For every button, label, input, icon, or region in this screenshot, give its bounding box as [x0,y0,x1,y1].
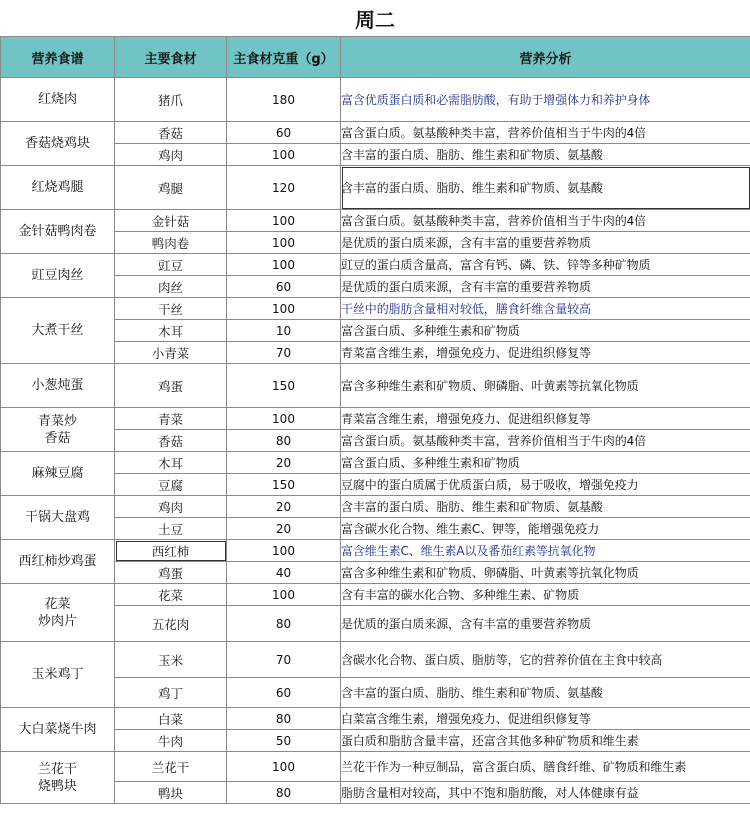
grams-cell[interactable]: 70 [227,342,341,364]
ingredient-cell[interactable]: 花菜 [115,584,227,606]
dish-name-cell[interactable]: 青菜炒 香菇 [1,408,115,452]
grams-cell[interactable]: 100 [227,752,341,782]
menu-table [0,36,750,804]
table-row [1,364,750,408]
grams-cell[interactable]: 60 [227,276,341,298]
ingredient-cell[interactable]: 鸭肉卷 [115,232,227,254]
table-row [1,210,750,232]
dish-name-cell[interactable]: 玉米鸡丁 [1,642,115,708]
ingredient-cell[interactable]: 猪爪 [115,78,227,122]
grams-cell[interactable]: 100 [227,408,341,430]
ingredient-cell[interactable]: 鸡蛋 [115,364,227,408]
analysis-cell[interactable]: 富含多种维生素和矿物质、卵磷脂、叶黄素等抗氧化物质 [341,562,750,584]
ingredient-cell[interactable]: 干丝 [115,298,227,320]
table-row [1,254,750,276]
grams-cell[interactable]: 80 [227,708,341,730]
table-row [1,78,750,122]
ingredient-cell[interactable]: 肉丝 [115,276,227,298]
grams-cell[interactable]: 60 [227,678,341,708]
grams-cell[interactable]: 150 [227,474,341,496]
dish-name-cell[interactable]: 大白菜烧牛肉 [1,708,115,752]
analysis-cell[interactable]: 富含蛋白质。氨基酸种类丰富，营养价值相当于牛肉的4倍 [341,122,750,144]
dish-name-cell[interactable]: 金针菇鸭肉卷 [1,210,115,254]
ingredient-cell[interactable]: 鸭块 [115,782,227,804]
analysis-cell[interactable]: 富含蛋白质、多种维生素和矿物质 [341,320,750,342]
table-row [1,496,750,518]
grams-cell[interactable]: 80 [227,606,341,642]
dish-name-cell[interactable]: 花菜 炒肉片 [1,584,115,642]
grams-cell[interactable]: 100 [227,254,341,276]
ingredient-cell[interactable]: 金针菇 [115,210,227,232]
ingredient-cell[interactable]: 兰花干 [115,752,227,782]
ingredient-cell[interactable]: 木耳 [115,320,227,342]
grams-cell[interactable]: 20 [227,452,341,474]
analysis-cell[interactable]: 含碳水化合物、蛋白质、脂肪等，它的营养价值在主食中较高 [341,642,750,678]
grams-cell[interactable]: 100 [227,298,341,320]
dish-name-cell[interactable]: 西红柿炒鸡蛋 [1,540,115,584]
ingredient-cell[interactable]: 鸡肉 [115,496,227,518]
grams-cell[interactable]: 70 [227,642,341,678]
ingredient-cell[interactable]: 白菜 [115,708,227,730]
analysis-cell[interactable]: 含丰富的蛋白质、脂肪、维生素和矿物质、氨基酸 [341,678,750,708]
table-row [1,166,750,210]
ingredient-cell[interactable]: 玉米 [115,642,227,678]
analysis-cell[interactable]: 含有丰富的碳水化合物、多种维生素、矿物质 [341,584,750,606]
grams-cell[interactable]: 50 [227,730,341,752]
dish-name-cell[interactable]: 红烧鸡腿 [1,166,115,210]
dish-name-cell[interactable]: 豇豆肉丝 [1,254,115,298]
analysis-cell[interactable]: 豇豆的蛋白质含量高，富含有钙、磷、铁、锌等多种矿物质 [341,254,750,276]
ingredient-cell[interactable]: 鸡蛋 [115,562,227,584]
analysis-cell[interactable]: 是优质的蛋白质来源，含有丰富的重要营养物质 [341,276,750,298]
header-analysis: 营养分析 [341,37,750,78]
dish-name-cell[interactable]: 香菇烧鸡块 [1,122,115,166]
page-title: 周二 [355,8,395,32]
header-row [1,37,750,78]
ingredient-cell[interactable]: 鸡丁 [115,678,227,708]
ingredient-cell[interactable]: 西红柿 [115,540,227,562]
grams-cell[interactable]: 100 [227,540,341,562]
dish-name-cell[interactable]: 红烧肉 [1,78,115,122]
grams-cell[interactable]: 80 [227,782,341,804]
dish-name-cell[interactable]: 干锅大盘鸡 [1,496,115,540]
grams-cell[interactable]: 180 [227,78,341,122]
analysis-cell[interactable]: 白菜富含维生素，增强免疫力、促进组织修复等 [341,708,750,730]
grams-cell[interactable]: 100 [227,232,341,254]
ingredient-cell[interactable]: 牛肉 [115,730,227,752]
grams-cell[interactable]: 120 [227,166,341,210]
grams-cell[interactable]: 100 [227,584,341,606]
analysis-cell[interactable]: 含丰富的蛋白质、脂肪、维生素和矿物质、氨基酸 [341,166,750,210]
analysis-cell[interactable]: 干丝中的脂肪含量相对较低，膳食纤维含量较高 [341,298,750,320]
table-row [1,752,750,782]
header-dish: 营养食谱 [1,37,115,78]
header-grams: 主食材克重（g） [227,37,341,78]
analysis-cell[interactable]: 青菜富含维生素，增强免疫力、促进组织修复等 [341,342,750,364]
ingredient-cell[interactable]: 豇豆 [115,254,227,276]
ingredient-cell[interactable]: 鸡腿 [115,166,227,210]
analysis-cell[interactable]: 富含优质蛋白质和必需脂肪酸，有助于增强体力和养护身体 [341,78,750,122]
grams-cell[interactable]: 80 [227,430,341,452]
table-row [1,642,750,678]
ingredient-cell[interactable]: 五花肉 [115,606,227,642]
analysis-cell[interactable]: 兰花干作为一种豆制品，富含蛋白质、膳食纤维、矿物质和维生素 [341,752,750,782]
analysis-cell[interactable]: 是优质的蛋白质来源，含有丰富的重要营养物质 [341,232,750,254]
analysis-cell[interactable]: 富含蛋白质。氨基酸种类丰富，营养价值相当于牛肉的4倍 [341,210,750,232]
dish-name-cell[interactable]: 兰花干 烧鸭块 [1,752,115,804]
analysis-cell[interactable]: 脂肪含量相对较高，其中不饱和脂肪酸，对人体健康有益 [341,782,750,804]
analysis-cell[interactable]: 青菜富含维生素，增强免疫力、促进组织修复等 [341,408,750,430]
dish-name-cell[interactable]: 麻辣豆腐 [1,452,115,496]
dish-name-cell[interactable]: 小葱炖蛋 [1,364,115,408]
analysis-cell[interactable]: 富含碳水化合物、维生素C、钾等，能增强免疫力 [341,518,750,540]
table-row [1,584,750,606]
analysis-cell[interactable]: 豆腐中的蛋白质属于优质蛋白质，易于吸收，增强免疫力 [341,474,750,496]
table-row [1,452,750,474]
analysis-cell[interactable]: 富含多种维生素和矿物质、卵磷脂、叶黄素等抗氧化物质 [341,364,750,408]
table-row [1,540,750,562]
table-row [1,408,750,430]
grams-cell[interactable]: 20 [227,496,341,518]
analysis-cell[interactable]: 是优质的蛋白质来源，含有丰富的重要营养物质 [341,606,750,642]
grams-cell[interactable]: 10 [227,320,341,342]
analysis-cell[interactable]: 富含维生素C、维生素A以及番茄红素等抗氧化物 [341,540,750,562]
ingredient-cell[interactable]: 小青菜 [115,342,227,364]
table-row [1,708,750,730]
table-row [1,298,750,320]
grams-cell[interactable]: 20 [227,518,341,540]
ingredient-cell[interactable]: 香菇 [115,430,227,452]
grams-cell[interactable]: 60 [227,122,341,144]
ingredient-cell[interactable]: 青菜 [115,408,227,430]
ingredient-cell[interactable]: 香菇 [115,122,227,144]
analysis-cell[interactable]: 富含蛋白质。氨基酸种类丰富，营养价值相当于牛肉的4倍 [341,430,750,452]
analysis-cell[interactable]: 含丰富的蛋白质、脂肪、维生素和矿物质、氨基酸 [341,496,750,518]
ingredient-cell[interactable]: 土豆 [115,518,227,540]
ingredient-cell[interactable]: 豆腐 [115,474,227,496]
ingredient-cell[interactable]: 鸡肉 [115,144,227,166]
analysis-cell[interactable]: 含丰富的蛋白质、脂肪、维生素和矿物质、氨基酸 [341,144,750,166]
analysis-cell[interactable]: 蛋白质和脂肪含量丰富，还富含其他多种矿物质和维生素 [341,730,750,752]
analysis-cell[interactable]: 富含蛋白质、多种维生素和矿物质 [341,452,750,474]
grams-cell[interactable]: 150 [227,364,341,408]
ingredient-cell[interactable]: 木耳 [115,452,227,474]
table-row [1,122,750,144]
grams-cell[interactable]: 100 [227,144,341,166]
grams-cell[interactable]: 40 [227,562,341,584]
dish-name-cell[interactable]: 大煮干丝 [1,298,115,364]
grams-cell[interactable]: 100 [227,210,341,232]
header-ingredient: 主要食材 [115,37,227,78]
